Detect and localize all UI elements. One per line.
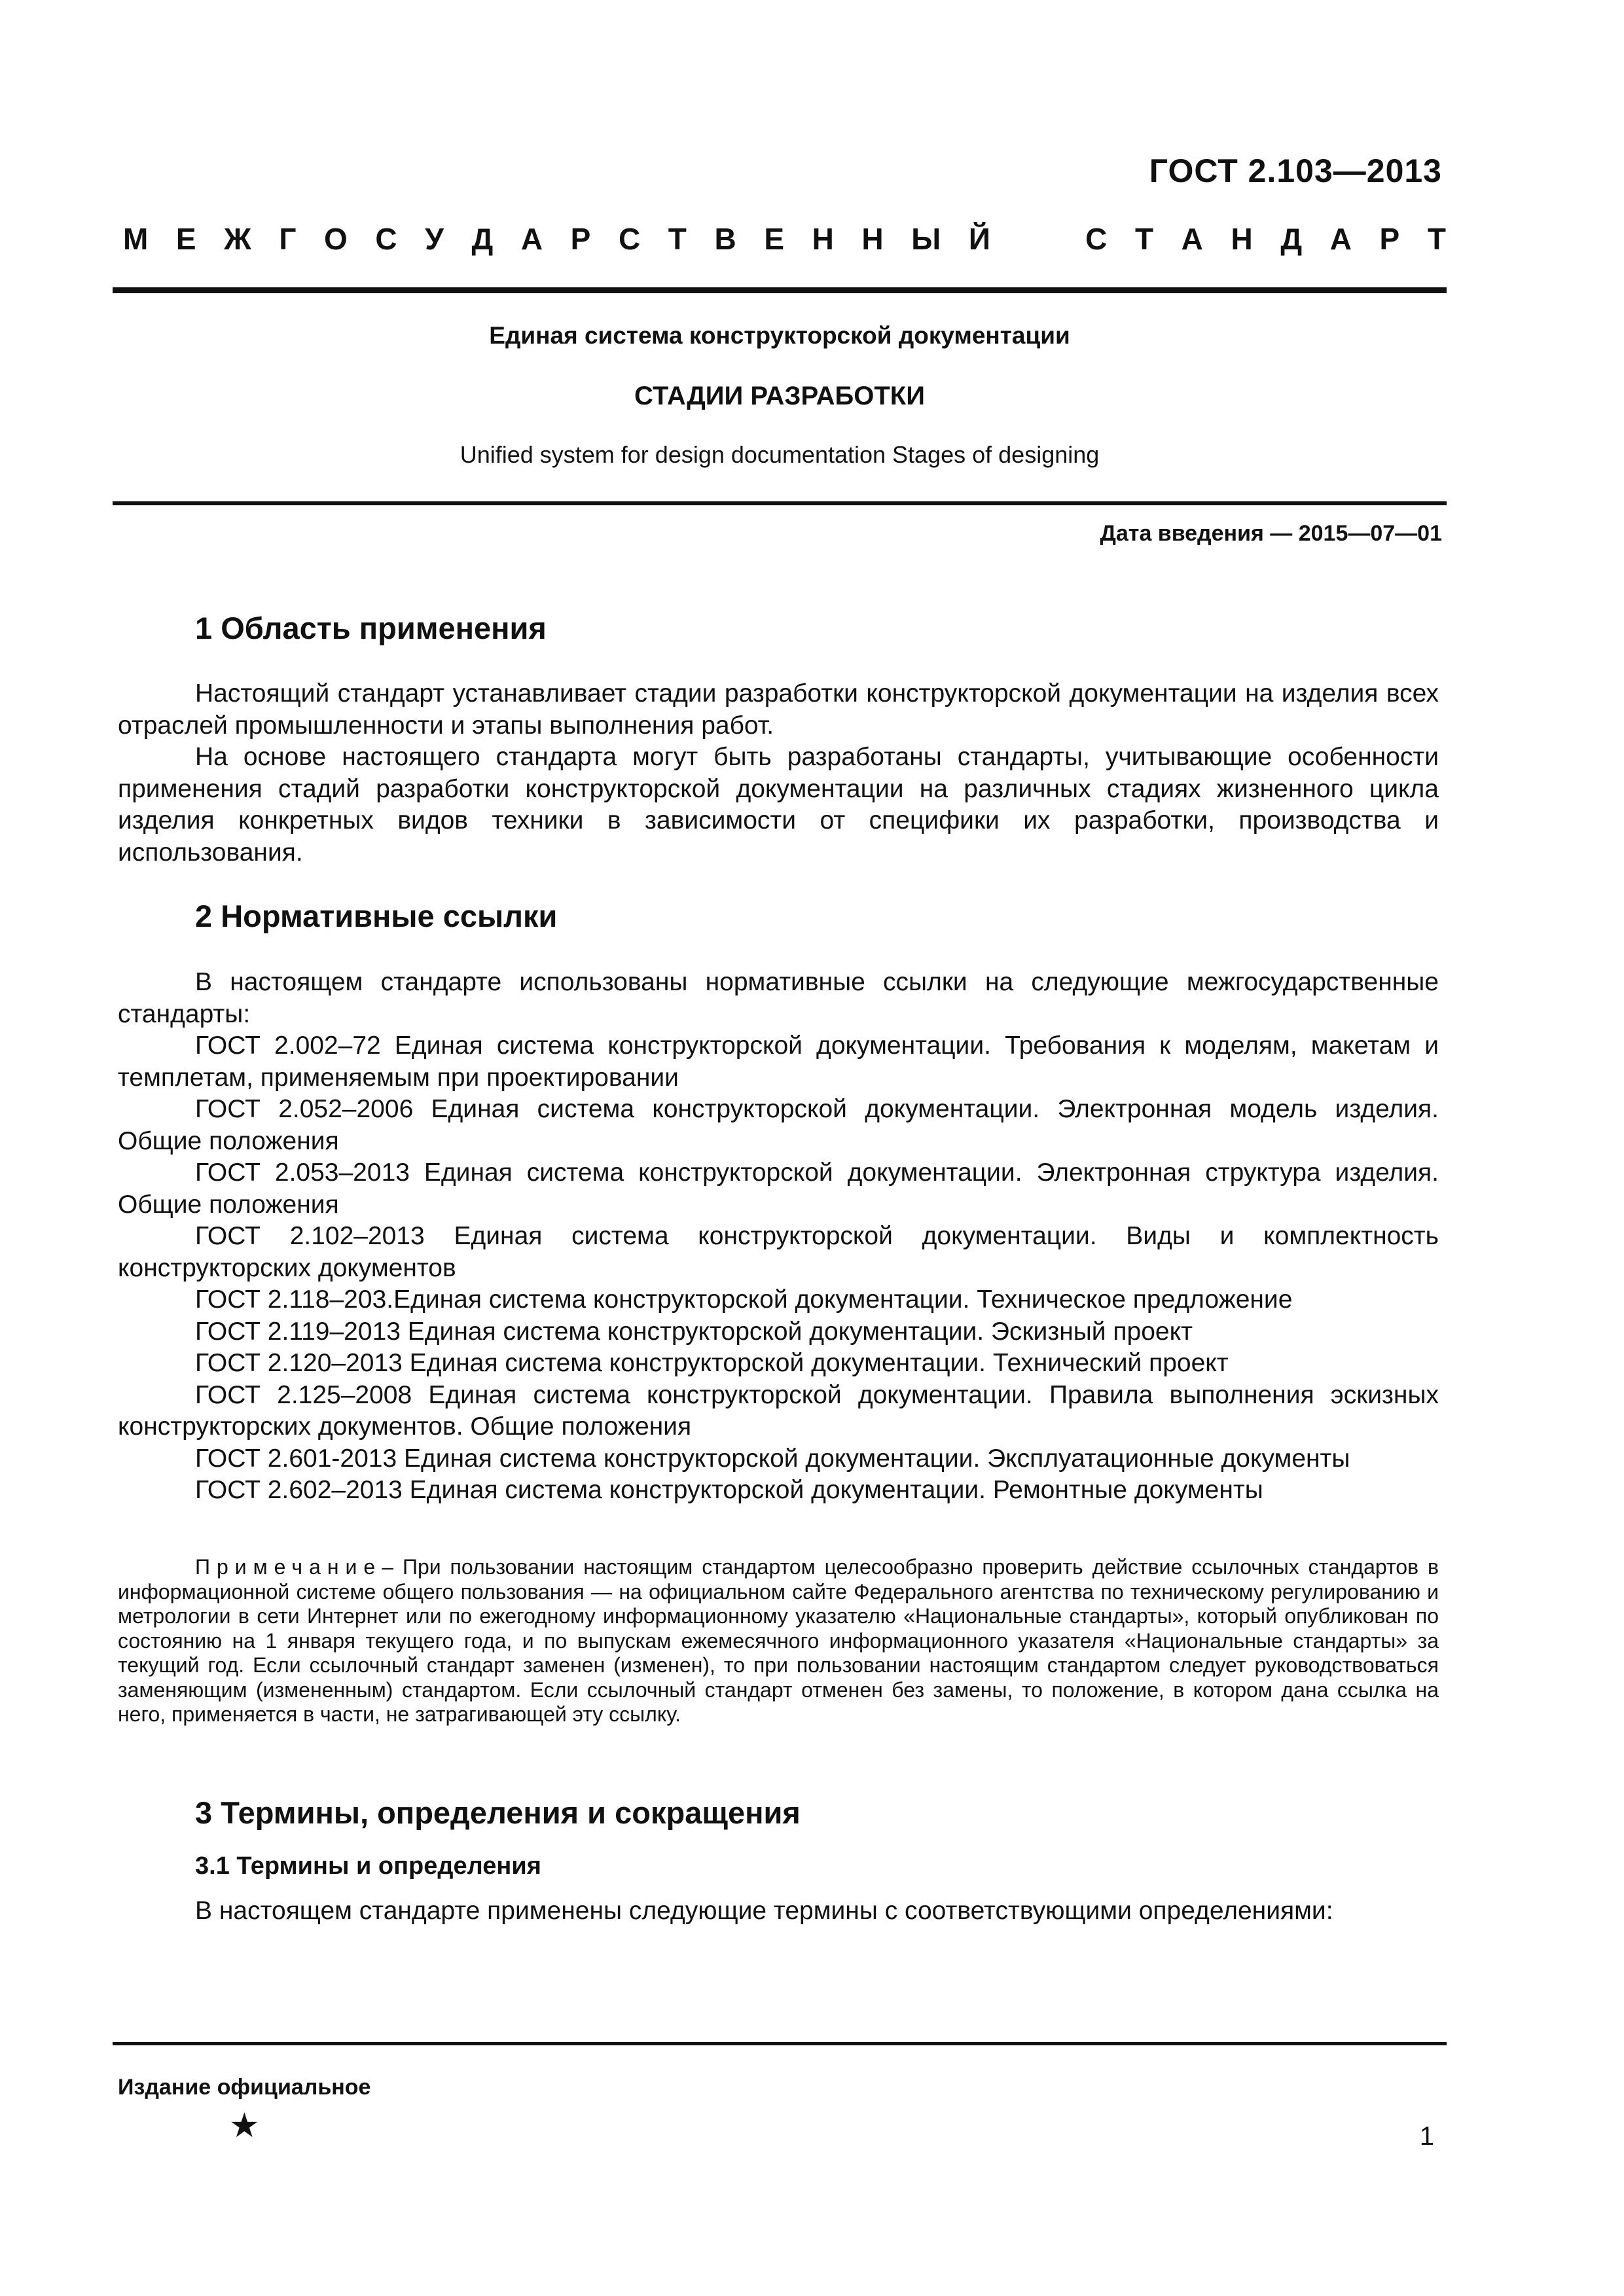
interstate-letter: А	[1329, 222, 1352, 256]
interstate-letter: Д	[1280, 222, 1303, 256]
interstate-letter: О	[324, 222, 348, 256]
word-gap	[1019, 221, 1058, 257]
paragraph: Настоящий стандарт устанавливает стадии разработки конструкторской документации на изделия всех отраслей промышленности и этапы выполнения работ.	[118, 679, 1439, 740]
interstate-letter: Ж	[224, 222, 251, 256]
star-icon: ★	[229, 2107, 260, 2145]
interstate-letter: А	[1181, 222, 1203, 256]
gost-code: ГОСТ 2.103—2013	[1149, 152, 1442, 189]
interstate-letter: М	[123, 222, 149, 256]
header-divider	[113, 287, 1447, 293]
reference-item: ГОСТ 2.602–2013 Единая система конструкторской документации. Ремонтные документы	[195, 1476, 1263, 1504]
interstate-letter: У	[425, 222, 444, 256]
interstate-letter: В	[714, 222, 736, 256]
interstate-letter: Р	[570, 222, 591, 256]
note	[118, 1555, 1439, 1727]
interstate-letter: Г	[279, 222, 297, 256]
section-3-body	[118, 1895, 1439, 1928]
title-divider	[113, 501, 1447, 505]
document-title: СТАДИИ РАЗРАБОТКИ	[634, 382, 925, 410]
reference-item: ГОСТ 2.119–2013 Единая система конструкторской документации. Эскизный проект	[195, 1317, 1193, 1346]
reference-item: ГОСТ 2.002–72 Единая система конструкторской документации. Требования к моделям, макетам и темплетам, применяемым при проектировании	[118, 1031, 1439, 1092]
reference-item: ГОСТ 2.125–2008 Единая система конструкторской документации. Правила выполнения эскизных конструкторских документов. Общие положения	[118, 1380, 1439, 1441]
note-label: Примечание	[195, 1555, 382, 1579]
section-1-heading: 1 Область применения	[195, 611, 547, 645]
reference-item: ГОСТ 2.053–2013 Единая система конструкторской документации. Электронная структура изделия. Общие положения	[118, 1158, 1439, 1219]
interstate-letter: А	[520, 222, 543, 256]
note-text: – При пользовании настоящим стандартом целесообразно проверить действие ссылочных стандартов в информационной системе общего пользования — на официальном сайте Федерального агентства по техническому регулированию и метрологии в сети Интернет или по ежегодному информационному указателю «Национальные стандарты», который опубликован по состоянию на 1 января текущего года, и по выпускам ежемесячного информационного указателя «Национальные стандарты» за текущий год. Если ссылочный стандарт заменен (изменен), то при пользовании настоящим стандартом следует руководствоваться заменяющим (измененным) стандартом. Если ссылочный стандарт отменен без замены, то положение, в котором дана ссылка на него, применяется в части, не затрагивающей эту ссылку.	[118, 1555, 1439, 1726]
interstate-standard-label	[123, 221, 1446, 257]
footer-divider	[113, 2042, 1447, 2045]
reference-item: ГОСТ 2.052–2006 Единая система конструкторской документации. Электронная модель изделия. Общие положения	[118, 1095, 1439, 1155]
interstate-letter: Н	[812, 222, 834, 256]
english-title: Unified system for design documentation Stages of designing	[460, 441, 1100, 468]
interstate-letter: Ы	[911, 222, 941, 256]
interstate-letter: Т	[1134, 222, 1154, 256]
interstate-letter: Н	[861, 222, 884, 256]
paragraph: На основе настоящего стандарта могут быть разработаны стандарты, учитывающие особенности применения стадий разработки конструкторской документации на различных стадиях жизненного цикла изделия конкретных видов техники в зависимости от специфики их разработки, производства и использования.	[118, 743, 1439, 867]
section-1-body	[118, 678, 1439, 869]
section-2-heading: 2 Нормативные ссылки	[195, 899, 558, 933]
reference-item: ГОСТ 2.601-2013 Единая система конструкторской документации. Эксплуатационные документы	[195, 1444, 1350, 1473]
interstate-letter: С	[618, 222, 641, 256]
section-2-body	[118, 967, 1439, 1507]
interstate-letter: Р	[1379, 222, 1400, 256]
reference-item: ГОСТ 2.118–203.Единая система конструкторской документации. Техническое предложение	[195, 1285, 1293, 1314]
series-title: Единая система конструкторской документации	[489, 322, 1070, 349]
interstate-letter: Е	[175, 222, 196, 256]
page-number: 1	[1419, 2122, 1434, 2151]
section-3-heading: 3 Термины, определения и сокращения	[195, 1795, 801, 1830]
interstate-letter: Е	[764, 222, 784, 256]
interstate-letter: Т	[1427, 222, 1446, 256]
paragraph: В настоящем стандарте использованы нормативные ссылки на следующие межгосударственные стандарты:	[118, 968, 1439, 1028]
reference-item: ГОСТ 2.120–2013 Единая система конструкторской документации. Технический проект	[195, 1349, 1229, 1377]
interstate-letter: С	[1085, 222, 1108, 256]
interstate-letter: Д	[471, 222, 494, 256]
paragraph: В настоящем стандарте применены следующие термины с соответствующими определениями:	[195, 1897, 1333, 1925]
interstate-letter: Т	[668, 222, 687, 256]
interstate-letter: Н	[1231, 222, 1253, 256]
subsection-3-1-heading: 3.1 Термины и определения	[195, 1852, 541, 1880]
introduction-date: Дата введения — 2015—07—01	[1100, 521, 1442, 546]
interstate-letter: Й	[968, 222, 990, 256]
reference-item: ГОСТ 2.102–2013 Единая система конструкторской документации. Виды и комплектность конструкторских документов	[118, 1222, 1439, 1282]
interstate-letter: С	[375, 222, 397, 256]
official-edition-label: Издание официальное	[118, 2075, 371, 2100]
